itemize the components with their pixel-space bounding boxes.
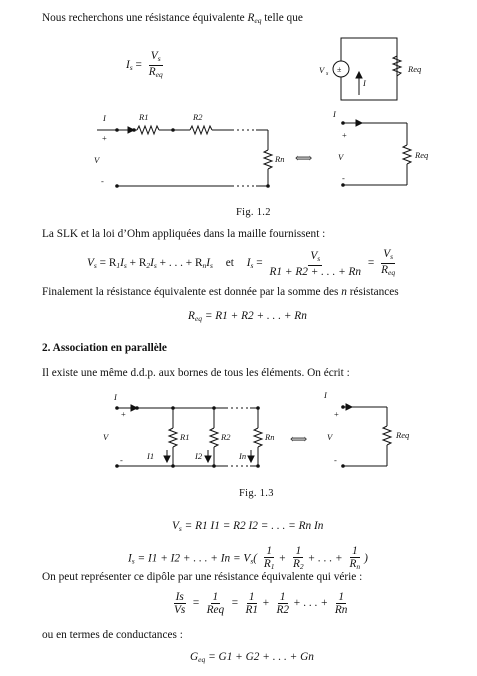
eq-series-t1b: I bbox=[120, 257, 124, 270]
eq-req-rhs: = R1 + R2 + . . . + Rn bbox=[202, 310, 307, 322]
req-sub: eq bbox=[254, 16, 262, 25]
eq-par3-f2-num: 1 bbox=[212, 591, 219, 603]
eq-par3-dots: + . . . + bbox=[293, 597, 329, 610]
eq-par2-rest: = I1 + I2 + . . . + In = V bbox=[134, 552, 251, 565]
eq-series-f2-num-sub: s bbox=[390, 252, 394, 261]
parallel-text: Il existe une même d.d.p. aux bornes de tous les éléments. On écrit : bbox=[42, 367, 350, 379]
label-vs-fig13: V bbox=[103, 432, 109, 442]
eq-series-f2-num: V bbox=[383, 248, 391, 260]
equation-par3: $\frac{Is}{Vs}$ = $\frac{1}{\text{Req}}$ = $\frac{1}{R1}$ + $\frac{1}{R2}$ + . . . + $\frac{1}{Rn}$ bbox=[174, 591, 348, 616]
eq-cond-lhs: G bbox=[190, 651, 199, 663]
eq-series-dots: + . . . + R bbox=[156, 257, 203, 270]
eq-series-tnb-sub: s bbox=[210, 261, 213, 271]
resistor-req2-icon bbox=[403, 145, 411, 164]
final-end: résistances bbox=[346, 286, 399, 298]
label-plus-fig12b: + bbox=[342, 130, 347, 140]
final-text: Finalement la résistance équivalente est donnée par la somme des bbox=[42, 286, 342, 298]
equiv-arrow-1: ⟺ bbox=[295, 151, 313, 165]
label-req-fig12: Req bbox=[415, 150, 429, 160]
eq-series-f2-den: R bbox=[381, 264, 389, 276]
eq-series-p2: + R bbox=[126, 257, 147, 270]
label-is-fig12b: I bbox=[333, 109, 336, 119]
label-rn: Rn bbox=[275, 154, 285, 164]
eq-par3-f5-num: 1 bbox=[338, 591, 344, 603]
req-symbol: R bbox=[247, 12, 255, 24]
resistor-p2-icon bbox=[210, 428, 218, 447]
eq-par3-f5-den: Rn bbox=[334, 604, 348, 616]
eq-cond-rhs: = G1 + G2 + . . . + Gn bbox=[205, 651, 314, 663]
final-text-line bbox=[42, 285, 399, 299]
eq-par3-f4-num: 1 bbox=[279, 591, 286, 603]
eq-series-is-sub: s bbox=[250, 261, 254, 271]
eq-series-frac1 bbox=[268, 250, 364, 278]
eq-series-tnb: I bbox=[206, 257, 211, 270]
eq-is-den-sub: eq bbox=[155, 70, 163, 79]
label-minus-fig13: - bbox=[120, 455, 123, 465]
final-n: n bbox=[341, 286, 347, 298]
resistor-req3-icon bbox=[383, 426, 391, 445]
label-is-fig13b: I bbox=[324, 390, 327, 400]
eq-par1-lhs-sub: s bbox=[178, 524, 182, 533]
label-vs-fig13b: V bbox=[327, 432, 333, 442]
eq-series-tn: n bbox=[202, 261, 207, 271]
eq-par2-vs-sub: s bbox=[250, 556, 254, 566]
eq-series-is: I bbox=[246, 257, 251, 270]
resistor-r1-icon bbox=[137, 126, 159, 134]
label-plus-fig13b: + bbox=[334, 409, 339, 419]
eq-par3-f4-den: R2 bbox=[276, 604, 290, 616]
resistor-rn-icon bbox=[264, 150, 272, 169]
eq-series-lhs: V bbox=[87, 257, 94, 270]
label-minus-fig12b: - bbox=[342, 173, 345, 183]
label-i1: I1 bbox=[147, 451, 155, 461]
eq-series-t1: 1 bbox=[116, 261, 121, 271]
eq-par3-f2-den: Req bbox=[206, 604, 225, 616]
equation-par1 bbox=[172, 519, 323, 536]
label-req-top: Req bbox=[408, 64, 422, 74]
eq-par2-lhs: I bbox=[128, 552, 132, 565]
intro-text: Nous recherchons une résistance équivalente bbox=[42, 12, 248, 24]
resistor-p1-icon bbox=[169, 428, 177, 447]
label-p-r2: R2 bbox=[221, 432, 231, 442]
eq-par1-rest: = R1 I1 = R2 I2 = . . . = Rn In bbox=[181, 520, 324, 532]
conductance-text: ou en termes de conductances : bbox=[42, 629, 183, 641]
eq-series-frac2 bbox=[379, 248, 397, 279]
eq-par2-lhs-sub: s bbox=[131, 556, 135, 566]
eq-is-den: R bbox=[148, 66, 156, 78]
label-req-fig13: Req bbox=[396, 430, 410, 440]
equation-series: $V_s = R_1I_s + R_2I_s$ + . . . + $R_nI_s$ et $I_s$ = $\frac{V_s}{R1 + R2 + . . . + Rn}$ = $\frac{V_s}{R_{eq}}$ bbox=[87, 248, 396, 278]
eq-series-t2b-sub: s bbox=[153, 261, 157, 271]
label-p-r1: R1 bbox=[180, 432, 190, 442]
eq-series-f2-den-sub: eq bbox=[388, 268, 396, 277]
label-minus-fig12: - bbox=[101, 176, 104, 186]
label-vs-top: V bbox=[319, 65, 325, 75]
label-plus-fig12: + bbox=[102, 133, 107, 143]
eq-series-f1-den: R1 + R2 + . . . + Rn bbox=[269, 265, 362, 278]
eq-series-lhs-sub: s bbox=[93, 261, 97, 271]
intro-end: telle que bbox=[261, 12, 303, 24]
eq-par3-f1-den: Vs bbox=[174, 604, 186, 616]
eq-cond-lhs-sub: eq bbox=[198, 655, 206, 664]
eq-is-num: V bbox=[150, 50, 158, 62]
eq-series-f1-num-sub: s bbox=[317, 253, 321, 263]
eq-series-r: = R bbox=[96, 257, 117, 270]
figure-caption-1: Fig. 1.2 bbox=[236, 207, 271, 218]
slk-text: La SLK et la loi d’Ohm appliquées dans la maille fournissent : bbox=[42, 228, 326, 240]
label-vs-top-sub: s bbox=[326, 71, 329, 77]
resistor-r2-icon bbox=[190, 126, 212, 134]
label-vs-fig12: V bbox=[94, 155, 100, 165]
eq-par1-lhs: V bbox=[172, 520, 179, 532]
label-r2: R2 bbox=[193, 112, 203, 122]
equation-par2: $I_s = I1 + I2$ + . . . + $In = V_s$( $\frac{1}{R_1}$ + $\frac{1}{R_2}$ + . . . + $\frac{1}{R_n}$ ) bbox=[128, 545, 368, 571]
resistor-pn-icon bbox=[254, 428, 262, 447]
eq-par3-f3-num: 1 bbox=[248, 591, 255, 603]
label-is-fig13: I bbox=[114, 392, 117, 402]
eq-is-lhs: I bbox=[126, 59, 130, 72]
eq-series-t2: 2 bbox=[146, 261, 151, 271]
source-plus-minus: ± bbox=[337, 65, 342, 74]
eq-par3-f1-num: Is bbox=[175, 591, 184, 603]
label-in: In bbox=[239, 451, 247, 461]
eq-series-f1-num: V bbox=[310, 249, 318, 262]
label-r1: R1 bbox=[139, 112, 149, 122]
eq-req-lhs-sub: eq bbox=[194, 314, 202, 323]
repr-text: On peut représenter ce dipôle par une résistance équivalente qui vérie : bbox=[42, 571, 363, 583]
eq-series-t2b: I bbox=[150, 257, 154, 270]
eq-is-num-sub: s bbox=[157, 54, 161, 63]
eq-par3-f3-den: R1 bbox=[245, 604, 259, 616]
section-title-parallel: 2. Association en parallèle bbox=[42, 342, 167, 354]
eq-series-t1b-sub: s bbox=[123, 261, 127, 271]
eq-is-lhs-sub: s bbox=[129, 63, 133, 73]
figure-caption-2: Fig. 1.3 bbox=[239, 488, 274, 499]
equiv-arrow-2: ⟺ bbox=[290, 432, 308, 446]
label-is-fig12: I bbox=[103, 113, 106, 123]
equation-req bbox=[188, 309, 307, 326]
label-is-top: I bbox=[363, 78, 366, 88]
eq-is-eqsign: = bbox=[135, 59, 142, 72]
label-minus-fig13b: - bbox=[334, 455, 337, 465]
eq-req-lhs: R bbox=[188, 310, 195, 322]
eq-series-et: et bbox=[225, 257, 234, 270]
label-plus-fig13: + bbox=[121, 409, 126, 419]
equation-conductance bbox=[190, 650, 314, 667]
label-p-rn: Rn bbox=[265, 432, 275, 442]
label-i2: I2 bbox=[195, 451, 203, 461]
label-vs-fig12b: V bbox=[338, 152, 344, 162]
